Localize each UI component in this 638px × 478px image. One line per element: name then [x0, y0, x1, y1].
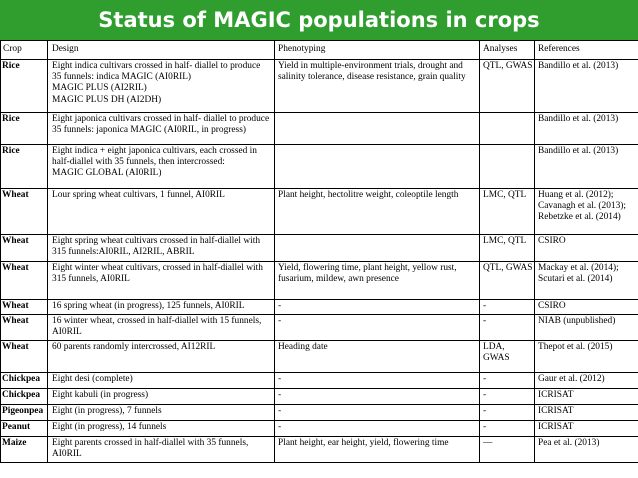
cell-design-line: Eight (in progress), 7 funnels: [52, 406, 162, 416]
table-row: [1, 189, 638, 235]
table-row: [1, 405, 638, 421]
cell-phenotyping-line: Plant height, ear height, yield, flowering time: [278, 438, 449, 448]
cell-analyses: [480, 421, 535, 437]
cell-phenotyping-line: salinity tolerance, disease resistance, grain quality: [278, 72, 466, 83]
cell-phenotyping: [275, 315, 480, 341]
cell-design: [48, 60, 275, 113]
header-analyses: Analyses: [480, 41, 535, 60]
cell-design: [48, 315, 275, 341]
cell-phenotyping: [275, 437, 480, 463]
cell-crop: Peanut: [1, 421, 48, 437]
cell-design: [48, 262, 275, 300]
cell-design-line: 35 funnels: japonica MAGIC (AI0RIL, in progress): [52, 125, 246, 136]
cell-phenotyping: [275, 145, 480, 189]
cell-phenotyping: [275, 421, 480, 437]
cell-crop: Chickpea: [1, 389, 48, 405]
magic-populations-table: [0, 40, 638, 463]
cell-analyses-line: -: [483, 390, 487, 400]
cell-crop: Maize: [1, 437, 48, 463]
cell-references-line: CSIRO: [538, 301, 566, 311]
cell-design-line: Eight winter wheat cultivars, crossed in half-diallel with: [52, 263, 263, 273]
cell-references: [535, 300, 638, 315]
cell-references: [535, 262, 638, 300]
table-row: [1, 300, 638, 315]
cell-design-line: 16 winter wheat, crossed in half-diallel with 15 funnels,: [52, 316, 262, 326]
cell-crop: Rice: [1, 145, 48, 189]
cell-design: [48, 341, 275, 373]
cell-design: [48, 235, 275, 262]
table-body: [1, 60, 638, 463]
cell-references-line: Pea et al. (2013): [538, 438, 600, 448]
cell-design-line: Eight desi (complete): [52, 374, 133, 384]
cell-phenotyping-line: -: [278, 422, 282, 432]
table-row: [1, 60, 638, 113]
cell-analyses: [480, 389, 535, 405]
cell-analyses: [480, 60, 535, 113]
cell-crop: Chickpea: [1, 373, 48, 389]
cell-phenotyping-line: -: [278, 374, 282, 384]
cell-analyses-line: GWAS: [483, 353, 510, 364]
cell-phenotyping-line: Plant height, hectolitre weight, coleoptile length: [278, 190, 459, 200]
cell-references: [535, 373, 638, 389]
cell-references: [535, 389, 638, 405]
cell-crop: Wheat: [1, 189, 48, 235]
cell-design-line: half-diallel with 35 funnels, then intercrossed:: [52, 157, 225, 168]
table-row: [1, 437, 638, 463]
cell-design-line: Eight indica cultivars crossed in half- diallel to produce: [52, 61, 261, 71]
cell-design: [48, 300, 275, 315]
cell-analyses-line: -: [483, 422, 487, 432]
cell-phenotyping: [275, 235, 480, 262]
cell-references-line: NIAB (unpublished): [538, 316, 616, 326]
table-row: [1, 421, 638, 437]
table-row: [1, 262, 638, 300]
cell-phenotyping: [275, 389, 480, 405]
header-row: [1, 41, 638, 60]
cell-crop: Wheat: [1, 262, 48, 300]
cell-references-line: Bandillo et al. (2013): [538, 114, 619, 124]
cell-phenotyping: [275, 341, 480, 373]
table-row: [1, 373, 638, 389]
cell-crop: Rice: [1, 113, 48, 145]
cell-design-line: Lour spring wheat cultivars, 1 funnel, AI0RIL: [52, 190, 225, 200]
cell-references-line: Mackay et al. (2014);: [538, 263, 619, 273]
cell-analyses: [480, 145, 535, 189]
cell-design-line: AI0RIL: [52, 449, 82, 460]
cell-design-line: Eight japonica cultivars crossed in half- diallel to produce: [52, 114, 270, 124]
cell-phenotyping: [275, 262, 480, 300]
table-row: [1, 341, 638, 373]
header-design: Design: [48, 41, 275, 60]
cell-references-line: Rebetzke et al. (2014): [538, 212, 621, 223]
cell-analyses: [480, 235, 535, 262]
cell-design-line: Eight kabuli (in progress): [52, 390, 149, 400]
cell-phenotyping: [275, 60, 480, 113]
page-title: Status of MAGIC populations in crops: [98, 8, 540, 32]
cell-analyses-line: -: [483, 406, 487, 416]
cell-design-line: 315 funnels:AI0RIL, AI2RIL, ABRIL: [52, 247, 195, 258]
cell-analyses: [480, 405, 535, 421]
cell-references-line: Bandillo et al. (2013): [538, 146, 619, 156]
cell-design: [48, 189, 275, 235]
cell-phenotyping-line: -: [278, 301, 282, 311]
cell-analyses: [480, 373, 535, 389]
cell-phenotyping-line: -: [278, 316, 282, 326]
cell-design-line: Eight (in progress), 14 funnels: [52, 422, 167, 432]
cell-analyses-line: QTL, GWAS: [483, 263, 532, 273]
cell-analyses-line: —: [483, 438, 493, 448]
cell-analyses-line: -: [483, 374, 487, 384]
cell-crop: Wheat: [1, 235, 48, 262]
cell-design: [48, 437, 275, 463]
cell-design-line: MAGIC GLOBAL (AI0RIL): [52, 168, 162, 179]
cell-references: [535, 60, 638, 113]
cell-phenotyping-line: Yield, flowering time, plant height, yellow rust,: [278, 263, 457, 273]
cell-references-line: Gaur et al. (2012): [538, 374, 605, 384]
cell-references: [535, 113, 638, 145]
cell-phenotyping-line: -: [278, 406, 282, 416]
cell-analyses-line: -: [483, 316, 487, 326]
cell-analyses-line: -: [483, 301, 487, 311]
cell-phenotyping: [275, 373, 480, 389]
cell-design-line: MAGIC PLUS (AI2RIL): [52, 83, 147, 94]
cell-design-line: 315 funnels, AI0RIL: [52, 274, 130, 285]
cell-references: [535, 315, 638, 341]
table-row: [1, 113, 638, 145]
cell-references-line: Huang et al. (2012);: [538, 190, 614, 200]
table-row: [1, 235, 638, 262]
cell-analyses: [480, 437, 535, 463]
cell-references: [535, 405, 638, 421]
cell-design-line: 16 spring wheat (in progress), 125 funnels, AI0RIL: [52, 301, 245, 311]
cell-references: [535, 421, 638, 437]
cell-references-line: Thepot et al. (2015): [538, 342, 613, 352]
cell-phenotyping: [275, 113, 480, 145]
cell-crop: Wheat: [1, 341, 48, 373]
cell-design-line: MAGIC PLUS DH (AI2DH): [52, 94, 162, 105]
cell-phenotyping-line: -: [278, 390, 282, 400]
cell-design: [48, 373, 275, 389]
header-phenotyping: Phenotyping: [275, 41, 480, 60]
cell-phenotyping-line: Yield in multiple-environment trials, drought and: [278, 61, 463, 71]
cell-design-line: Eight indica + eight japonica cultivars, each crossed in: [52, 146, 257, 156]
cell-design: [48, 113, 275, 145]
cell-references-line: Scutari et al. (2014): [538, 274, 613, 285]
cell-phenotyping-line: fusarium, mildew, awn presence: [278, 274, 399, 285]
cell-analyses: [480, 189, 535, 235]
cell-analyses: [480, 262, 535, 300]
cell-references-line: ICRISAT: [538, 390, 574, 400]
cell-references-line: ICRISAT: [538, 406, 574, 416]
cell-references: [535, 189, 638, 235]
cell-references-line: ICRISAT: [538, 422, 574, 432]
cell-design: [48, 421, 275, 437]
cell-design-line: Eight parents crossed in half-diallel with 35 funnels,: [52, 438, 249, 448]
cell-phenotyping: [275, 405, 480, 421]
cell-analyses: [480, 113, 535, 145]
cell-phenotyping: [275, 300, 480, 315]
cell-crop: Wheat: [1, 300, 48, 315]
cell-analyses-line: QTL, GWAS: [483, 61, 532, 71]
cell-analyses-line: LDA,: [483, 342, 505, 352]
cell-phenotyping: [275, 189, 480, 235]
cell-design: [48, 405, 275, 421]
table-row: [1, 389, 638, 405]
cell-design: [48, 145, 275, 189]
cell-analyses-line: LMC, QTL: [483, 236, 527, 246]
header-references: References: [535, 41, 638, 60]
cell-analyses-line: LMC, QTL: [483, 190, 527, 200]
cell-crop: Pigeonpea: [1, 405, 48, 421]
cell-references-line: Bandillo et al. (2013): [538, 61, 619, 71]
cell-references: [535, 341, 638, 373]
cell-references: [535, 145, 638, 189]
table-row: [1, 315, 638, 341]
cell-design-line: Eight spring wheat cultivars crossed in half-diallel with: [52, 236, 261, 246]
cell-phenotyping-line: Heading date: [278, 342, 328, 352]
cell-references-line: Cavanagh et al. (2013);: [538, 201, 626, 212]
cell-analyses: [480, 300, 535, 315]
cell-analyses: [480, 341, 535, 373]
cell-analyses: [480, 315, 535, 341]
cell-references: [535, 235, 638, 262]
cell-references: [535, 437, 638, 463]
cell-references-line: CSIRO: [538, 236, 566, 246]
table-row: [1, 145, 638, 189]
cell-design-line: 35 funnels: indica MAGIC (AI0RIL): [52, 72, 192, 83]
cell-crop: Wheat: [1, 315, 48, 341]
cell-design-line: 60 parents randomly intercrossed, AI12RIL: [52, 342, 216, 352]
cell-design-line: AI0RIL: [52, 327, 82, 338]
cell-crop: Rice: [1, 60, 48, 113]
header-crop: Crop: [1, 41, 48, 60]
cell-design: [48, 389, 275, 405]
